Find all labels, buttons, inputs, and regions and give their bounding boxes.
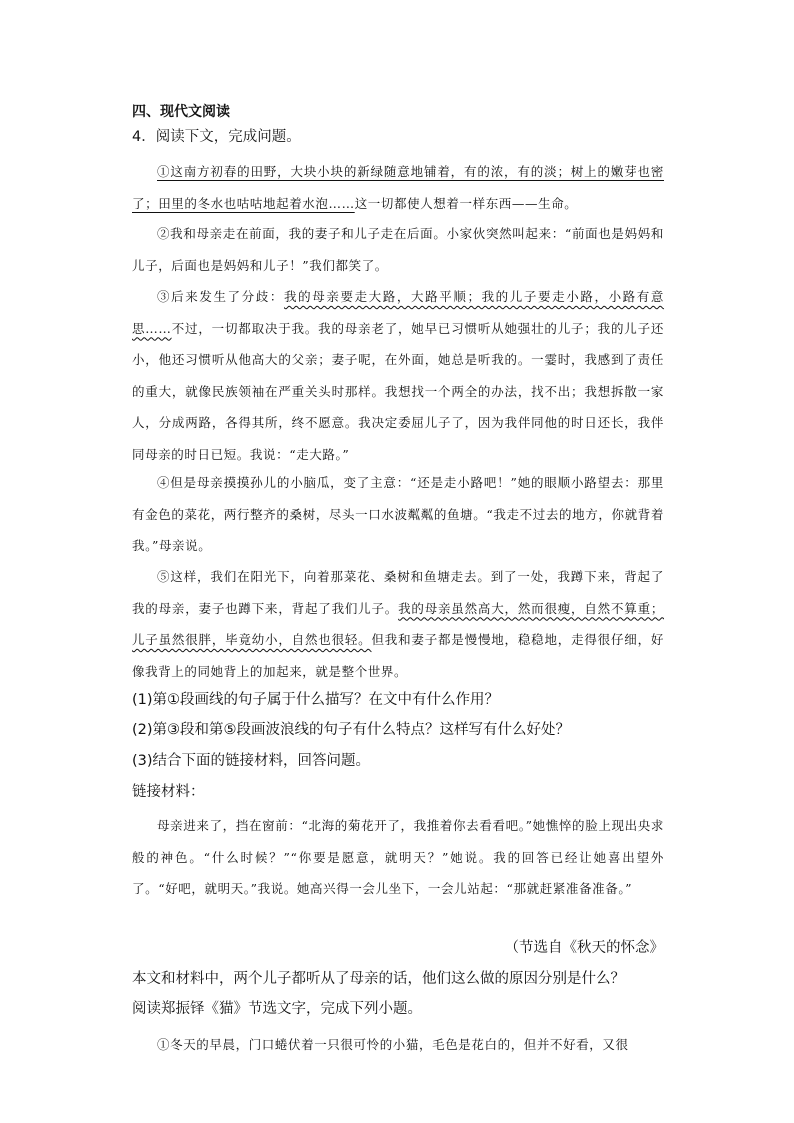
sub-question-1: (1)第①段画线的句子属于什么描写？在文中有什么作用？	[132, 692, 500, 708]
link-material-label: 链接材料：	[132, 784, 205, 800]
sub-question-2: (2)第③段和第⑤段画波浪线的句子有什么特点？这样写有什么好处？	[132, 722, 571, 738]
sub-question-3: (3)结合下面的链接材料，回答问题。	[132, 753, 371, 769]
paragraph-2: ②我和母亲走在前面，我的妻子和儿子走在后面。小家伙突然叫起来：“前面也是妈妈和儿子，后面也是妈妈和儿子！”我们都笑了。	[132, 226, 664, 273]
link-material-source: （节选自《秋天的怀念》	[504, 940, 664, 956]
paragraph-5-lead: ⑤这样，我们在阳光下，向着那菜花、桑树和鱼塘走去。到了一处，我蹲下来，背起了我的母亲，妻子也蹲下来，背起了我们儿子。	[132, 569, 664, 616]
next-reading-paragraph-1: ①冬天的早晨，门口蜷伏着一只很可怜的小猫，毛色是花白的，但并不好看，又很	[157, 1037, 629, 1052]
paragraph-5	[132, 561, 664, 687]
paragraph-4: ④但是母亲摸摸孙儿的小脑瓜，变了主意：“还是走小路吧！”她的眼顺小路望去：那里有金色的菜花，两行整齐的桑树，尽头一口水波粼粼的鱼塘。“我走不过去的地方，你就背着我。”母亲说。	[132, 475, 664, 553]
paragraph-1-rest: 这一切都使人想着一样东西——生命。	[354, 195, 578, 211]
wavy-sentence-3: 我的母亲要走大路，大路平顺；我的儿子要走小路，小路有意思……	[132, 289, 665, 336]
paragraph-3-lead: ③后来发生了分歧：	[157, 289, 285, 304]
question-4-prompt: 4．阅读下文，完成问题。	[132, 129, 301, 145]
underlined-sentence: ①这南方初春的田野，大块小块的新绿随意地铺着，有的浓，有的淡；树上的嫩芽也密了；田里的冬水也咕咕地起着水泡……	[132, 164, 664, 211]
paragraph-3-rest: 不过，一切都取决于我。我的母亲老了，她早已习惯听从她强壮的儿子；我的儿子还小，他还习惯听从他高大的父亲；妻子呢，在外面，她总是听我的。一霎时，我感到了责任的重大，就像民族领袖在严重关头时那样。我想找一个两全的办法，找不出；我想拆散一家人，分成两路，各得其所，终不愿意。我决定委屈儿子了，因为我伴同他的时日还长，我伴同母亲的时日已短。我说：“走大路。”	[132, 320, 664, 462]
paragraph-1	[132, 156, 664, 219]
link-material-text: 母亲进来了，挡在窗前：“北海的菊花开了，我推着你去看看吧。”她憔悴的脸上现出央求般的神色。“什么时候？”“你要是愿意，就明天？”她说。我的回答已经让她喜出望外了。“好吧，就明天。”我说。她高兴得一会儿坐下，一会儿站起：“那就赶紧准备准备。”	[132, 818, 664, 896]
section-title: 四、现代文阅读	[132, 104, 230, 120]
paragraph-3	[132, 281, 664, 470]
wavy-sentence-5: 我的母亲虽然高大，然而很瘦，自然不算重；儿子虽然很胖，毕竟幼小，自然也很轻。	[132, 600, 664, 647]
sub-question-3-text: 本文和材料中，两个儿子都听从了母亲的话，他们这么做的原因分别是什么？	[132, 971, 625, 987]
next-reading-prompt: 阅读郑振铎《猫》节选文字，完成下列小题。	[132, 1001, 422, 1017]
paragraph-5-rest: 但我和妻子都是慢慢地，稳稳地，走得很仔细，好像我背上的同她背上的加起来，就是整个世界。	[132, 632, 665, 679]
